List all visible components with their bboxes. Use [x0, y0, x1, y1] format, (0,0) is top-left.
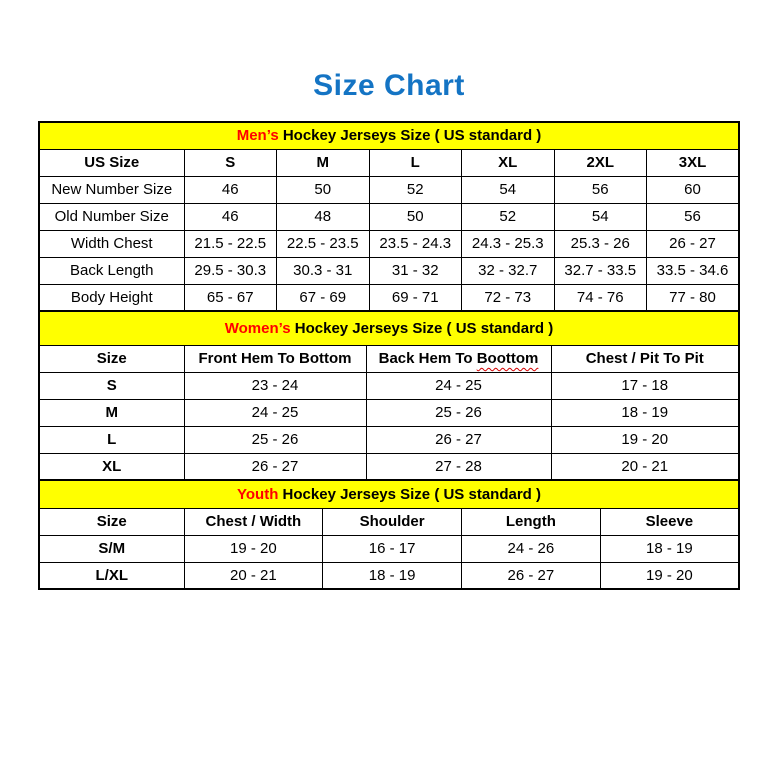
table-cell: 18 - 19: [600, 535, 739, 562]
row-label: M: [39, 399, 184, 426]
table-row: [39, 257, 739, 284]
youth-banner-accent: Youth: [237, 485, 279, 503]
column-header: Chest / Width: [184, 508, 323, 535]
column-header: 2XL: [554, 149, 647, 176]
table-cell: 27 - 28: [366, 453, 551, 480]
row-label: Back Length: [39, 257, 184, 284]
table-row: [39, 284, 739, 311]
mens-banner-row: [39, 122, 739, 149]
table-cell: 50: [369, 203, 462, 230]
table-row: [39, 562, 739, 589]
table-cell: 17 - 18: [551, 372, 739, 399]
column-header: Back Hem To Boottom: [366, 345, 551, 372]
table-cell: 25 - 26: [184, 426, 366, 453]
table-cell: 20 - 21: [551, 453, 739, 480]
table-cell: 65 - 67: [184, 284, 277, 311]
table-row: [39, 399, 739, 426]
table-cell: 23.5 - 24.3: [369, 230, 462, 257]
row-label: S: [39, 372, 184, 399]
column-header: Chest / Pit To Pit: [551, 345, 739, 372]
youth-banner: [39, 480, 739, 508]
table-cell: 46: [184, 203, 277, 230]
column-header: Size: [39, 345, 184, 372]
table-cell: 67 - 69: [277, 284, 370, 311]
table-cell: 77 - 80: [647, 284, 740, 311]
table-cell: 23 - 24: [184, 372, 366, 399]
table-cell: 26 - 27: [366, 426, 551, 453]
table-row: [39, 230, 739, 257]
table-cell: 54: [554, 203, 647, 230]
womens-size-table: [38, 310, 740, 481]
column-header: Size: [39, 508, 184, 535]
table-cell: 19 - 20: [551, 426, 739, 453]
row-label: XL: [39, 453, 184, 480]
table-cell: 16 - 17: [323, 535, 462, 562]
mens-header-row: [39, 149, 739, 176]
youth-banner-row: [39, 480, 739, 508]
mens-banner-accent: Men’s: [236, 127, 279, 145]
table-cell: 54: [462, 176, 555, 203]
youth-header-row: [39, 508, 739, 535]
table-cell: 72 - 73: [462, 284, 555, 311]
table-cell: 26 - 27: [462, 562, 601, 589]
page-title: Size Chart: [313, 69, 465, 102]
womens-header-row: [39, 345, 739, 372]
table-cell: 31 - 32: [369, 257, 462, 284]
row-label: New Number Size: [39, 176, 184, 203]
row-label: Old Number Size: [39, 203, 184, 230]
table-cell: 22.5 - 23.5: [277, 230, 370, 257]
table-cell: 69 - 71: [369, 284, 462, 311]
table-cell: 56: [554, 176, 647, 203]
table-cell: 74 - 76: [554, 284, 647, 311]
table-cell: 50: [277, 176, 370, 203]
table-cell: 52: [462, 203, 555, 230]
column-header: M: [277, 149, 370, 176]
table-cell: 24.3 - 25.3: [462, 230, 555, 257]
youth-banner-text: Hockey Jerseys Size ( US standard ): [278, 485, 541, 503]
youth-size-table: [38, 479, 740, 590]
column-header: XL: [462, 149, 555, 176]
column-header: S: [184, 149, 277, 176]
table-row: [39, 203, 739, 230]
womens-banner-accent: Women’s: [224, 319, 291, 337]
womens-banner-text: Hockey Jerseys Size ( US standard ): [290, 319, 554, 337]
column-header: L: [369, 149, 462, 176]
table-cell: 52: [369, 176, 462, 203]
table-cell: 32 - 32.7: [462, 257, 555, 284]
column-header: Shoulder: [323, 508, 462, 535]
table-cell: 19 - 20: [600, 562, 739, 589]
column-header: 3XL: [647, 149, 740, 176]
row-label: Body Height: [39, 284, 184, 311]
row-label: S/M: [39, 535, 184, 562]
table-cell: 24 - 25: [366, 372, 551, 399]
row-label: L/XL: [39, 562, 184, 589]
mens-banner: [39, 122, 739, 149]
table-cell: 20 - 21: [184, 562, 323, 589]
column-header: Length: [462, 508, 601, 535]
table-cell: 26 - 27: [184, 453, 366, 480]
table-cell: 26 - 27: [647, 230, 740, 257]
misspelled-word: Boottom: [476, 350, 539, 367]
column-header: Sleeve: [600, 508, 739, 535]
row-label: L: [39, 426, 184, 453]
table-cell: 21.5 - 22.5: [184, 230, 277, 257]
mens-size-table: [38, 121, 740, 312]
size-chart-page: [0, 66, 776, 758]
table-row: [39, 535, 739, 562]
table-cell: 25 - 26: [366, 399, 551, 426]
table-cell: 24 - 26: [462, 535, 601, 562]
table-cell: 46: [184, 176, 277, 203]
table-row: [39, 453, 739, 480]
table-cell: 18 - 19: [551, 399, 739, 426]
table-cell: 30.3 - 31: [277, 257, 370, 284]
table-cell: 19 - 20: [184, 535, 323, 562]
womens-banner-row: [39, 311, 739, 345]
table-cell: 48: [277, 203, 370, 230]
mens-banner-text: Hockey Jerseys Size ( US standard ): [278, 127, 542, 145]
table-cell: 33.5 - 34.6: [647, 257, 740, 284]
table-row: [39, 426, 739, 453]
table-cell: 29.5 - 30.3: [184, 257, 277, 284]
table-row: [39, 176, 739, 203]
tables-container: [38, 121, 740, 590]
womens-banner: [39, 311, 739, 345]
table-cell: 24 - 25: [184, 399, 366, 426]
row-label: Width Chest: [39, 230, 184, 257]
column-header: US Size: [39, 149, 184, 176]
table-cell: 25.3 - 26: [554, 230, 647, 257]
column-header: Front Hem To Bottom: [184, 345, 366, 372]
table-cell: 18 - 19: [323, 562, 462, 589]
table-cell: 32.7 - 33.5: [554, 257, 647, 284]
table-cell: 60: [647, 176, 740, 203]
table-cell: 56: [647, 203, 740, 230]
table-row: [39, 372, 739, 399]
